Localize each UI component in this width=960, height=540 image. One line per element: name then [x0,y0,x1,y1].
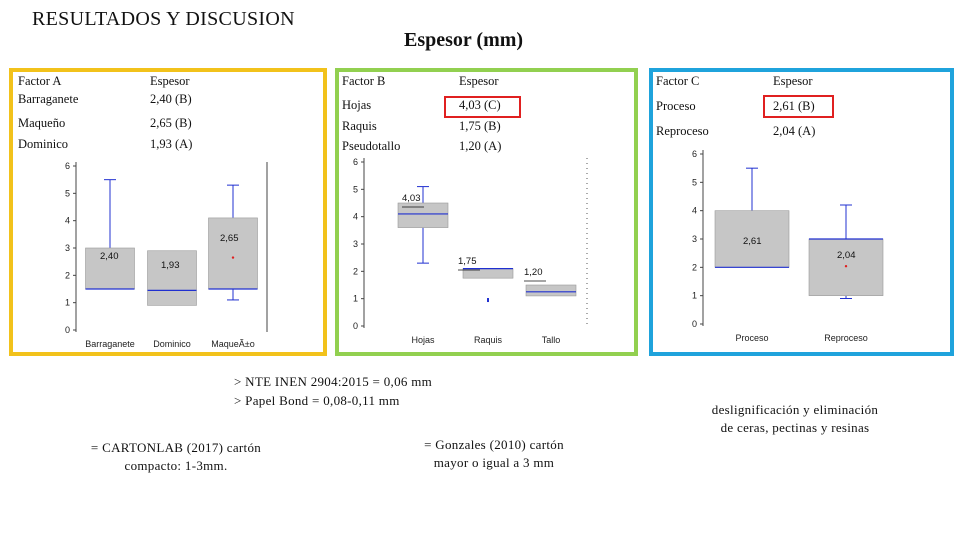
y-tick-label: 5 [691,177,697,188]
x-tick-label: Barraganete [85,339,135,349]
box-value-label: 2,40 [100,251,119,262]
factor-b-row-value: 4,03 (C) [459,98,501,112]
note-gonzales [394,436,594,472]
factor-b-row-name: Raquis [342,119,377,133]
box-value-label: 4,03 [402,193,421,204]
box-value-label: 1,20 [524,267,543,278]
factor-a-row-name: Maqueño [18,116,66,130]
factor-c-value-header: Espesor [773,74,813,88]
box-value-label: 2,04 [837,250,856,261]
y-tick-label: 0 [352,321,358,331]
y-tick-label: 3 [64,243,70,253]
factor-c-row-name: Proceso [656,99,696,113]
note-cartonlab-line: compacto: 1-3mm. [124,458,228,473]
note-gonzales-line: mayor o igual a 3 mm [433,455,555,470]
y-tick-label: 5 [64,188,70,199]
x-tick-label: Proceso [735,333,769,343]
factor-b-header: Factor B [342,74,386,88]
y-tick-label: 0 [691,319,697,329]
box [209,218,258,289]
factor-c-boxplot [680,146,910,350]
y-tick-label: 1 [64,297,70,308]
factor-a-row-name: Barraganete [18,92,79,106]
factor-a-header: Factor A [18,74,62,88]
factor-c-header: Factor C [656,74,700,88]
factor-b-boxplot [340,154,595,350]
box-value-label: 2,65 [220,233,239,244]
factor-c-row-value: 2,04 (A) [773,124,816,138]
x-tick-label: Dominico [153,339,191,349]
factor-a-row-value: 2,40 (B) [150,92,192,106]
note-nte: > NTE INEN 2904:2015 = 0,06 mm [234,374,433,389]
x-tick-label: MaqueÃ±o [211,339,255,349]
chart-title: Espesor (mm) [404,29,524,51]
y-tick-label: 3 [691,234,697,244]
note-gonzales-line: = Gonzales (2010) cartón [424,437,564,452]
note-deslignificacion-line: deslignificación y eliminación [711,402,879,417]
y-tick-label: 4 [691,205,697,216]
note-papel-bond: > Papel Bond = 0,08-0,11 mm [234,393,400,408]
note-deslignificacion-line: de ceras, pectinas y resinas [720,420,870,435]
x-tick-label: Hojas [411,335,435,345]
factor-b-value-header: Espesor [459,74,499,88]
mean-marker [845,265,847,267]
y-tick-label: 2 [352,266,358,277]
box-value-label: 2,61 [743,236,762,247]
factor-a-row-value: 2,65 (B) [150,116,192,130]
factor-a-row-value: 1,93 (A) [150,137,193,151]
factor-b-row-name: Pseudotallo [342,139,401,153]
y-tick-label: 3 [352,239,358,249]
y-tick-label: 1 [691,290,697,301]
factor-b-row-value: 1,75 (B) [459,119,501,133]
y-tick-label: 4 [64,215,70,226]
factor-a-value-header: Espesor [150,74,190,88]
mean-marker [232,256,234,258]
factor-b-row-value: 1,20 (A) [459,139,502,153]
y-tick-label: 0 [64,325,70,335]
x-tick-label: Raquis [473,335,503,345]
y-tick-label: 5 [352,184,358,195]
box-value-label: 1,75 [458,256,477,267]
factor-a-row-name: Dominico [18,137,68,151]
outlier-marker [487,298,489,302]
factor-a-boxplot [55,157,275,351]
box-value-label: 1,93 [161,260,180,271]
y-tick-label: 6 [691,149,697,159]
box [148,251,197,306]
factor-c-row-name: Reproceso [656,124,709,138]
y-tick-label: 6 [352,157,358,167]
note-cartonlab [60,439,292,475]
factor-b-row-name: Hojas [342,98,372,112]
x-tick-label: Tallo [541,335,561,345]
note-cartonlab-line: = CARTONLAB (2017) cartón [90,440,262,455]
y-tick-label: 2 [64,270,70,281]
y-tick-label: 2 [691,262,697,273]
box [526,285,576,296]
factor-c-row-value: 2,61 (B) [773,99,815,113]
x-tick-label: Reproceso [824,333,868,343]
y-tick-label: 6 [64,161,70,171]
slide-title: RESULTADOS Y DISCUSION [32,8,295,30]
y-tick-label: 1 [352,293,358,304]
y-tick-label: 4 [352,211,358,222]
note-deslignificacion [680,401,910,437]
